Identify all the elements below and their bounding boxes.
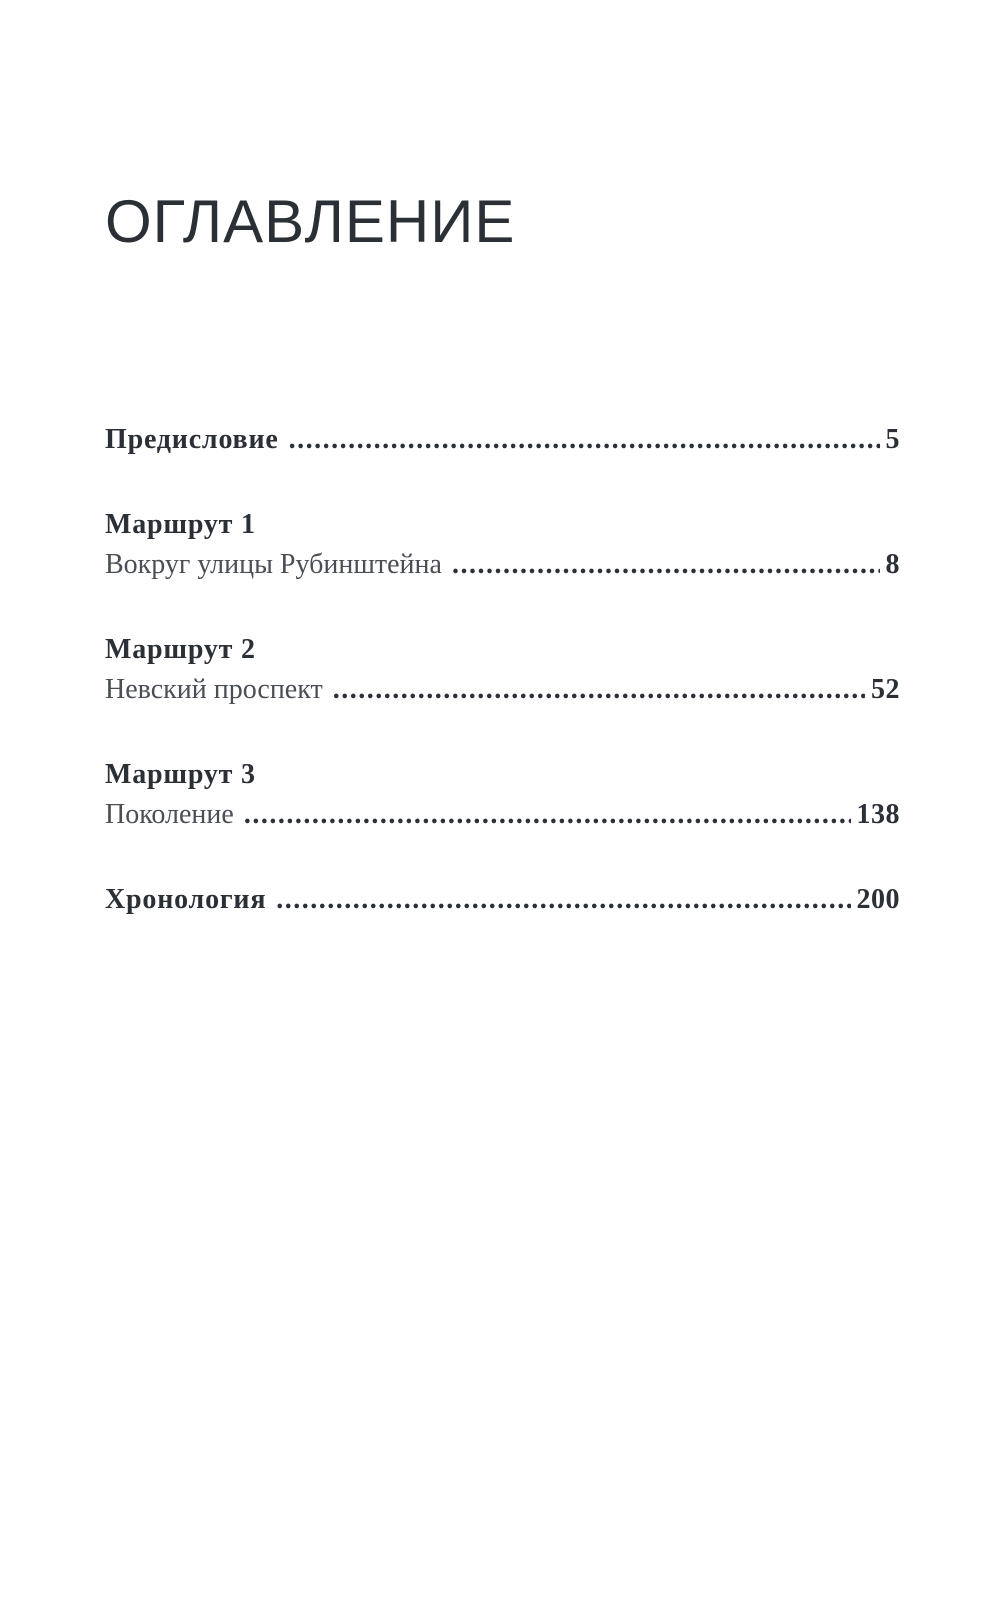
toc-page-number: 138 (856, 799, 900, 830)
route-heading: Маршрут 1 (105, 509, 256, 540)
toc-entry-preface[interactable] (105, 420, 900, 460)
dot-leader (276, 880, 850, 920)
toc-page-number: 8 (885, 549, 900, 580)
toc-entry-label: Вокруг улицы Рубинштейна (105, 549, 442, 580)
toc-entry-route-3[interactable] (105, 755, 900, 835)
toc-entry-label: Хронология (105, 884, 267, 915)
toc-page-number: 52 (871, 674, 900, 705)
toc-entry-label: Поколение (105, 799, 234, 830)
table-of-contents (105, 420, 900, 920)
page-title: ОГЛАВЛЕНИЕ (105, 188, 516, 255)
toc-page (105, 0, 900, 1620)
toc-entry-route-2[interactable] (105, 630, 900, 710)
toc-entry-label: Предисловие (105, 424, 279, 455)
toc-page-number: 5 (885, 424, 900, 455)
route-heading: Маршрут 3 (105, 759, 256, 790)
dot-leader (289, 420, 880, 460)
toc-entry-route-1[interactable] (105, 505, 900, 585)
dot-leader (333, 670, 865, 710)
toc-entry-label: Невский проспект (105, 674, 323, 705)
dot-leader (244, 795, 851, 835)
dot-leader (452, 545, 880, 585)
toc-entry-chronology[interactable] (105, 880, 900, 920)
toc-page-number: 200 (856, 884, 900, 915)
route-heading: Маршрут 2 (105, 634, 256, 665)
